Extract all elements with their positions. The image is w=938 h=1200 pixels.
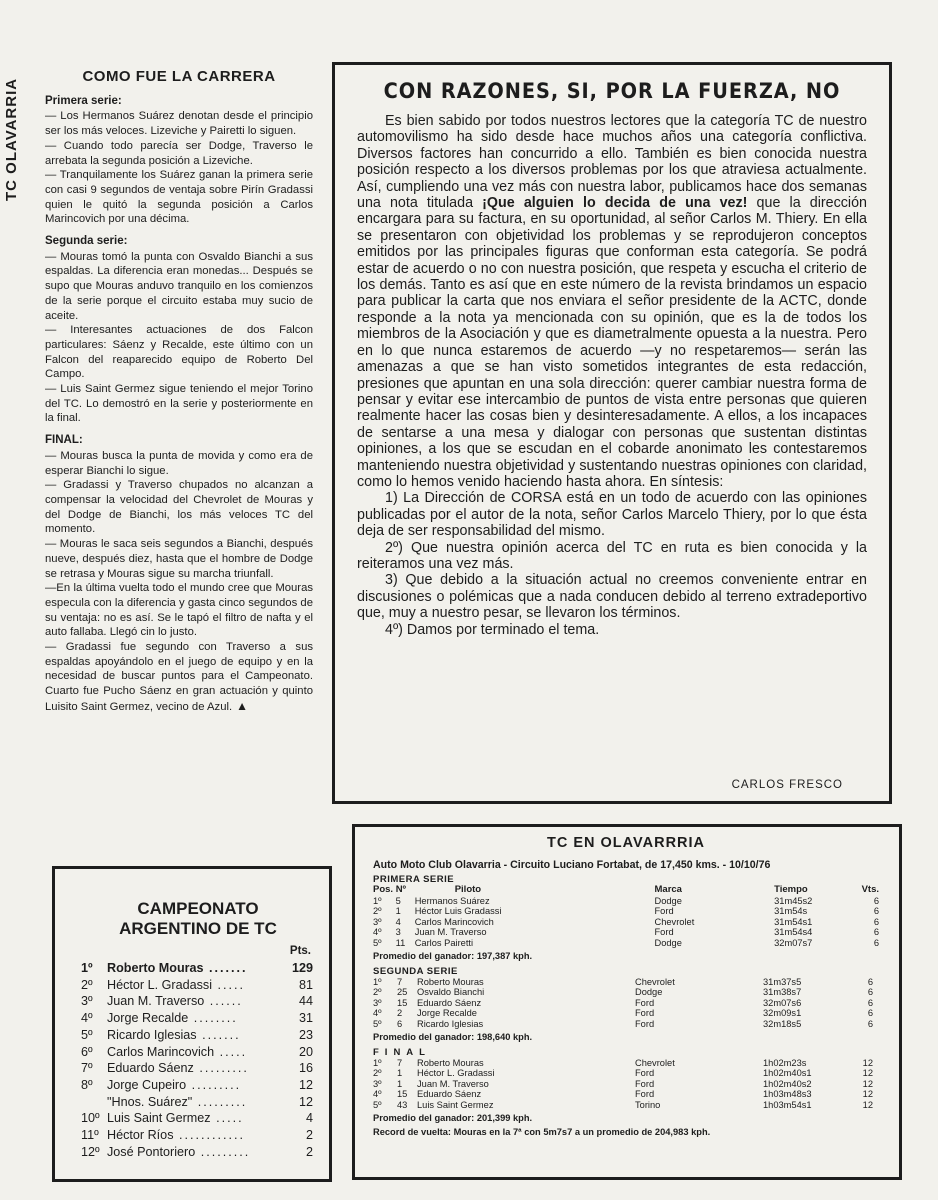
result-laps: 6 [873, 895, 879, 906]
result-position: 3º [373, 916, 382, 927]
result-row [373, 927, 879, 938]
leader-dots: ......... [192, 1094, 248, 1109]
results-table [373, 885, 879, 949]
leader-dots: ......... [195, 1144, 251, 1159]
standings-driver-name: Ricardo Iglesias [107, 1027, 197, 1042]
result-pilot-name: Eduardo Sáenz [417, 1089, 482, 1100]
result-pilot [417, 977, 635, 988]
standings-list [81, 960, 315, 1160]
result-laps: 12 [862, 1057, 873, 1068]
result-time: 31m37s5 [763, 976, 802, 987]
result-pilot-name: Luis Saint Germez [417, 1099, 494, 1110]
result-pilot [417, 998, 635, 1009]
result-laps: 6 [873, 937, 879, 948]
result-pilot [415, 938, 655, 949]
standings-position: 10º [81, 1111, 100, 1126]
result-pilot-name: Eduardo Sáenz [417, 997, 482, 1008]
leader-dots: ..... [214, 1044, 248, 1059]
result-position: 3º [373, 997, 382, 1008]
result-row [373, 987, 873, 998]
standings-driver-name: Carlos Marincovich [107, 1044, 215, 1059]
result-brand: Dodge [635, 987, 663, 998]
editorial-quoted-title: ¡Que alguien lo decida de una vez! [482, 195, 748, 212]
result-row [373, 1008, 873, 1019]
result-pilot [417, 987, 635, 998]
winner-average: Promedio del ganador: 197,387 kph. [373, 950, 533, 961]
result-position: 1º [373, 1057, 382, 1068]
car-number: 7 [397, 1057, 403, 1068]
standings-row [81, 1077, 315, 1094]
result-position: 2º [373, 906, 382, 917]
editorial-box [332, 62, 892, 804]
report-paragraph: —En la última vuelta todo el mundo cree que Mouras especula con la diferencia y gasta cinco segundos de su ventaja: no es así. Se le tapó el filtro de nafta y el auto fallaba. Llegó cin lo justo. [45, 582, 313, 639]
standings-points: 20 [298, 1044, 313, 1059]
result-position: 5º [373, 937, 382, 948]
standings-driver-name: Héctor L. Gradassi [107, 977, 212, 992]
standings-driver-name: José Pontoriero [107, 1144, 196, 1159]
editorial-point: 1) La Dirección de CORSA está en un todo de acuerdo con las opiniones publicadas por el autor de la nota, señor Carlos Marcelo Thiery, por lo que ésta deja de ser responsabilidad del mismo. [357, 490, 867, 540]
standings-points: 4 [305, 1111, 313, 1126]
car-number: 1 [397, 1078, 403, 1089]
result-pilot-name: Héctor Luis Gradassi [414, 906, 502, 917]
results-header-row [373, 885, 879, 896]
car-number: 25 [397, 987, 408, 998]
car-number: 4 [395, 916, 401, 927]
report-paragraph-text: — Gradassi fue segundo con Traverso a sus espaldas apoyándolo en el juego de equipo y en la necesidad de buscar puntos para el Campeonato. Cuarto fue Pucho Sáenz en gran actuación y quinto Luisito Saint Germez, vecino de Azul. [45, 641, 313, 713]
standings-row [81, 1010, 315, 1027]
standings-driver [107, 993, 279, 1010]
race-report-section [45, 94, 313, 227]
result-time: 1h03m48s3 [763, 1089, 812, 1100]
result-pilot [415, 896, 655, 907]
result-row [373, 998, 873, 1009]
results-title: TC EN OLAVARRRIA [546, 835, 706, 851]
leader-dots: ........ [188, 1011, 238, 1026]
result-laps: 12 [862, 1068, 873, 1079]
column-header-pilot: Piloto [454, 884, 482, 895]
standings-driver [107, 1010, 279, 1027]
standings-points: 12 [298, 1094, 313, 1109]
result-time: 31m54s4 [774, 927, 813, 938]
result-position: 5º [373, 1018, 382, 1029]
standings-row [81, 1094, 315, 1111]
report-paragraph: — Interesantes actuaciones de dos Falcon particulares: Sáenz y Recalde, este último con un Falcon del reaparecido equipo de Roberto Del Campo. [45, 324, 313, 381]
standings-position: 11º [81, 1128, 99, 1143]
side-section-label: TC OLAVARRIA [3, 78, 20, 202]
standings-driver [107, 1094, 279, 1111]
standings-driver [107, 977, 279, 994]
result-pilot-name: Carlos Marincovich [414, 916, 494, 927]
result-position: 4º [373, 927, 382, 938]
championship-title [81, 899, 315, 939]
result-laps: 12 [862, 1089, 873, 1100]
column-header-brand: Marca [654, 884, 682, 895]
result-pilot-name: Ricardo Iglesias [417, 1018, 484, 1029]
result-brand: Ford [635, 1068, 655, 1079]
result-pilot [417, 1068, 635, 1079]
standings-position: 5º [81, 1027, 93, 1042]
standings-points: 2 [305, 1144, 313, 1159]
car-number: 6 [397, 1018, 403, 1029]
result-row [373, 1058, 873, 1069]
editorial-author: CARLOS FRESCO [731, 779, 843, 791]
result-pilot [417, 1058, 635, 1069]
car-number: 1 [395, 906, 401, 917]
standings-position [81, 1094, 107, 1111]
standings-driver [107, 1044, 279, 1061]
result-laps: 6 [867, 997, 873, 1008]
result-position: 4º [373, 1089, 382, 1100]
points-header: Pts. [289, 945, 311, 957]
car-number: 1 [397, 1068, 403, 1079]
standings-driver-name: Luis Saint Germez [107, 1111, 211, 1126]
report-paragraph: — Gradassi y Traverso chupados no alcanzan a compensar la velocidad del Chevrolet de Mouras y del Dodge de Bianchi, los más veloces TC del momento. [45, 479, 313, 536]
leader-dots: ....... [203, 961, 248, 975]
results-body [373, 874, 879, 1123]
editorial-text: Es bien sabido por todos nuestros lectores que la categoría TC de nuestro automovilismo ha sido desde hace muchos años una categoría conflictiva. Diversos factores han concurrido a ello. También es bien conocida nuestra posición respecto a los diversos problemas por los que atraviesa actualmente. Así, cumpliendo una vez más con nuestra labor, publicamos hace dos semanas una nota titulada [357, 113, 867, 212]
result-laps: 6 [867, 987, 873, 998]
result-laps: 6 [873, 906, 879, 917]
standings-row [81, 1044, 315, 1061]
standings-points: 44 [298, 994, 313, 1009]
leader-dots: ......... [193, 1061, 249, 1076]
report-paragraph: — Luis Saint Germez sigue teniendo el mejor Torino del TC. Lo demostró en la serie y posteriormente en la final. [45, 383, 313, 425]
race-results-box [352, 824, 902, 1180]
leader-dots: ......... [186, 1077, 242, 1092]
result-pilot-name: Carlos Pairetti [414, 937, 474, 948]
standings-row [81, 993, 315, 1010]
result-brand: Ford [635, 1089, 655, 1100]
editorial-point: 2º) Que nuestra opinión acerca del TC en ruta es bien conocida y la reiteramos una vez más. [357, 539, 867, 572]
report-paragraph: — Mouras tomó la punta con Osvaldo Bianchi a sus espaldas. La diferencia eran monedas... Después se supo que Mouras anduvo tranquilo en los comienzos de la serie porque el circuito estaba muy sucio de aceite. [45, 250, 313, 322]
result-time: 32m18s5 [763, 1018, 802, 1029]
editorial-title: CON RAZONES, SI, POR LA FUERZA, NO [383, 79, 841, 103]
result-brand: Ford [635, 1078, 655, 1089]
result-pilot [417, 1089, 635, 1100]
result-brand: Chevrolet [654, 916, 695, 927]
standings-driver-name: Eduardo Sáenz [107, 1061, 194, 1076]
result-time: 31m45s2 [774, 895, 813, 906]
result-time: 1h02m40s1 [763, 1068, 812, 1079]
section-heading: Segunda serie: [45, 235, 128, 248]
standings-driver [107, 1077, 279, 1094]
race-report-section [45, 433, 313, 714]
standings-driver [107, 960, 279, 977]
result-brand: Chevrolet [635, 1057, 675, 1068]
result-pilot-name: Héctor L. Gradassi [417, 1068, 495, 1079]
result-pilot-name: Juan M. Traverso [417, 1078, 489, 1089]
editorial-point: 3) Que debido a la situación actual no creemos conveniente entrar en discusiones o polémicas que a nada conducen debido al terreno extradeportivo que, muy a nuestro pesar, se llevaron los términos. [357, 572, 867, 622]
result-pilot-name: Roberto Mouras [417, 1057, 484, 1068]
section-heading: Primera serie: [45, 94, 122, 107]
result-position: 2º [373, 1068, 382, 1079]
editorial-text: que la dirección encargara para su factura, en su oportunidad, al señor Carlos M. Thiery. En ella se presentaron con objetividad los problemas y se reprodujeron conceptos emitidos por las principales figuras que conforman esta categoría. Se podrá estar de acuerdo o no con nuestra posición, que respeta y escucha el criterio de los demás. Tanto es así que en este número de la revista brindamos un espacio para publicar la carta que nos enviara el señor presidente de la ACTC, donde responde a la nota ya mencionada con su opinión, que es la de todos los miembros de la Asociación y que es diametralmente opuesta a la nuestra. Pero en lo que nunca estaremos de acuerdo —y no respetaremos— serán las amenazas a que se han visto sometidos integrantes de esta redacción, presiones que apuntan en una sola dirección: querer cambiar nuestra forma de pensar y evitar ese intercambio de puntos de vista entre personas que quieren realmente hacer las cosas bien y desinteresadamente. A ellos, a los incapaces de sentarse a una mesa y dialogar con personas que sustentan distintas opiniones, a los que se escudan en el cobarde anonimato les contestaremos manteniendo nuestra objetividad y sustentando nuestras opiniones con claridad, como lo hemos venido haciendo hasta ahora. En síntesis: [357, 195, 867, 490]
result-row [373, 1100, 873, 1111]
report-paragraph: — Los Hermanos Suárez denotan desde el principio ser los más veloces. Lizeviche y Pairetti lo siguen. [45, 110, 313, 138]
report-paragraph: — Mouras busca la punta de movida y como era de esperar Bianchi lo sigue. [45, 449, 313, 477]
standings-position: 4º [81, 1011, 93, 1026]
standings-driver [107, 1027, 279, 1044]
leader-dots: ..... [210, 1111, 244, 1126]
result-pilot [415, 906, 655, 917]
column-header-laps: Vts. [861, 884, 879, 895]
standings-row [81, 1127, 315, 1144]
standings-driver [107, 1127, 279, 1144]
result-brand: Ford [654, 927, 674, 938]
result-brand: Ford [654, 906, 674, 917]
standings-driver [107, 1144, 279, 1161]
race-report-article [45, 70, 313, 715]
standings-driver [107, 1110, 279, 1127]
standings-points: 31 [298, 1011, 313, 1026]
result-position: 2º [373, 987, 382, 998]
result-pilot-name: Juan M. Traverso [414, 927, 487, 938]
result-brand: Torino [635, 1099, 661, 1110]
result-laps: 6 [867, 1018, 873, 1029]
race-report-title: COMO FUE LA CARRERA [82, 68, 276, 85]
lap-record: Record de vuelta: Mouras en la 7ª con 5m7s7 a un promedio de 204,983 kph. [373, 1126, 711, 1137]
result-time: 1h03m54s1 [763, 1099, 812, 1110]
result-row [373, 1019, 873, 1030]
standings-row [81, 977, 315, 994]
results-table [373, 977, 873, 1030]
leader-dots: ...... [204, 994, 243, 1009]
column-header-time: Tiempo [774, 884, 808, 895]
leader-dots: ....... [196, 1027, 241, 1042]
standings-position: 3º [81, 994, 93, 1009]
end-mark-icon: ▲ [236, 698, 249, 713]
result-row [373, 1089, 873, 1100]
standings-points: 81 [298, 977, 313, 992]
result-row [373, 917, 879, 928]
race-report-section [45, 234, 313, 426]
standings-position: 8º [81, 1077, 93, 1092]
editorial-point: 4º) Damos por terminado el tema. [385, 621, 600, 638]
result-pilot [415, 927, 655, 938]
standings-points: 2 [305, 1128, 313, 1143]
result-laps: 6 [873, 916, 879, 927]
standings-points: 12 [298, 1077, 313, 1092]
series-heading: PRIMERA SERIE [373, 874, 455, 885]
standings-position: 12º [81, 1144, 100, 1159]
standings-row [81, 1144, 315, 1161]
result-time: 32m07s6 [763, 997, 802, 1008]
car-number: 11 [395, 937, 406, 948]
result-position: 3º [373, 1078, 382, 1089]
result-laps: 6 [867, 1008, 873, 1019]
result-row [373, 938, 879, 949]
result-brand: Ford [635, 997, 655, 1008]
car-number: 15 [397, 1089, 408, 1100]
result-brand: Dodge [654, 895, 682, 906]
result-time: 1h02m23s [763, 1057, 807, 1068]
report-paragraph: — Tranquilamente los Suárez ganan la primera serie con casi 9 segundos de ventaja sobre Pirín Gradassi quien le quitó la segunda posición a Carlos Marincovich por una décima. [45, 169, 313, 226]
leader-dots: ............ [173, 1128, 245, 1143]
result-pilot-name: Jorge Recalde [417, 1008, 477, 1019]
championship-title-line: ARGENTINO DE TC [119, 919, 277, 938]
result-time: 31m54s1 [774, 916, 813, 927]
result-row [373, 1079, 873, 1090]
section-heading: FINAL: [45, 434, 83, 447]
result-position: 1º [373, 895, 382, 906]
standings-driver [107, 1060, 279, 1077]
leader-dots: ..... [212, 977, 245, 992]
standings-driver-name: Héctor Ríos [107, 1128, 174, 1143]
result-row [373, 1068, 873, 1079]
standings-driver-name: Jorge Cupeiro [107, 1077, 187, 1092]
championship-title-line: CAMPEONATO [137, 899, 259, 918]
result-brand: Chevrolet [635, 976, 675, 987]
result-row [373, 977, 873, 988]
report-paragraph [45, 640, 313, 715]
result-laps: 6 [873, 927, 879, 938]
car-number: 5 [395, 895, 401, 906]
result-position: 1º [373, 976, 382, 987]
championship-standings [52, 866, 332, 1182]
result-position: 5º [373, 1099, 382, 1110]
winner-average: Promedio del ganador: 198,640 kph. [373, 1031, 533, 1042]
car-number: 3 [395, 927, 401, 938]
standings-points: 16 [298, 1061, 313, 1076]
standings-row [81, 960, 315, 977]
result-brand: Dodge [654, 937, 682, 948]
standings-position: 2º [81, 977, 93, 992]
result-brand: Ford [635, 1008, 655, 1019]
standings-driver-name: Roberto Mouras [107, 961, 204, 975]
result-pilot [417, 1019, 635, 1030]
result-pilot [415, 917, 655, 928]
standings-position: 1º [81, 961, 93, 975]
report-paragraph: — Mouras le saca seis segundos a Bianchi, después nueve, después diez, hasta que el hombre de Dodge se retrasa y Mouras sigue su marcha triunfall. [45, 538, 313, 580]
standings-driver-name: Juan M. Traverso [107, 994, 205, 1009]
standings-position: 7º [81, 1061, 93, 1076]
car-number: 7 [397, 976, 403, 987]
editorial-intro [357, 113, 867, 490]
result-brand: Ford [635, 1018, 655, 1029]
car-number: 15 [397, 997, 408, 1008]
result-laps: 12 [862, 1078, 873, 1089]
standings-points: 23 [298, 1027, 313, 1042]
car-number: 43 [397, 1099, 408, 1110]
car-number: 2 [397, 1008, 403, 1019]
standings-row [81, 1110, 315, 1127]
editorial-body [357, 113, 867, 638]
result-row [373, 906, 879, 917]
standings-row [81, 1027, 315, 1044]
series-heading: FINAL [373, 1046, 431, 1058]
result-pilot [417, 1008, 635, 1019]
standings-driver-name: "Hnos. Suárez" [107, 1094, 193, 1109]
column-header-pos: Pos. Nº [373, 884, 407, 895]
result-laps: 12 [862, 1099, 873, 1110]
result-time: 1h02m40s2 [763, 1078, 812, 1089]
result-position: 4º [373, 1008, 382, 1019]
result-time: 32m07s7 [774, 937, 813, 948]
result-pilot-name: Roberto Mouras [417, 976, 484, 987]
standings-position: 6º [81, 1044, 93, 1059]
result-pilot [417, 1079, 635, 1090]
result-time: 31m38s7 [763, 987, 802, 998]
results-subtitle: Auto Moto Club Olavarria - Circuito Luciano Fortabat, de 17,450 kms. - 10/10/76 [373, 859, 771, 871]
standings-row [81, 1060, 315, 1077]
result-pilot-name: Hermanos Suárez [414, 895, 490, 906]
result-pilot [417, 1100, 635, 1111]
winner-average: Promedio del ganador: 201,399 kph. [373, 1112, 533, 1123]
standings-driver-name: Jorge Recalde [107, 1011, 189, 1026]
result-laps: 6 [867, 976, 873, 987]
result-time: 32m09s1 [763, 1008, 802, 1019]
result-time: 31m54s [774, 906, 808, 917]
report-paragraph: — Cuando todo parecía ser Dodge, Traverso le arrebata la segunda posición a Lizeviche. [45, 139, 313, 167]
standings-points: 129 [291, 961, 313, 975]
series-heading: SEGUNDA SERIE [373, 965, 458, 977]
result-pilot-name: Osvaldo Bianchi [417, 987, 485, 998]
result-row [373, 896, 879, 907]
results-table [373, 1058, 873, 1111]
